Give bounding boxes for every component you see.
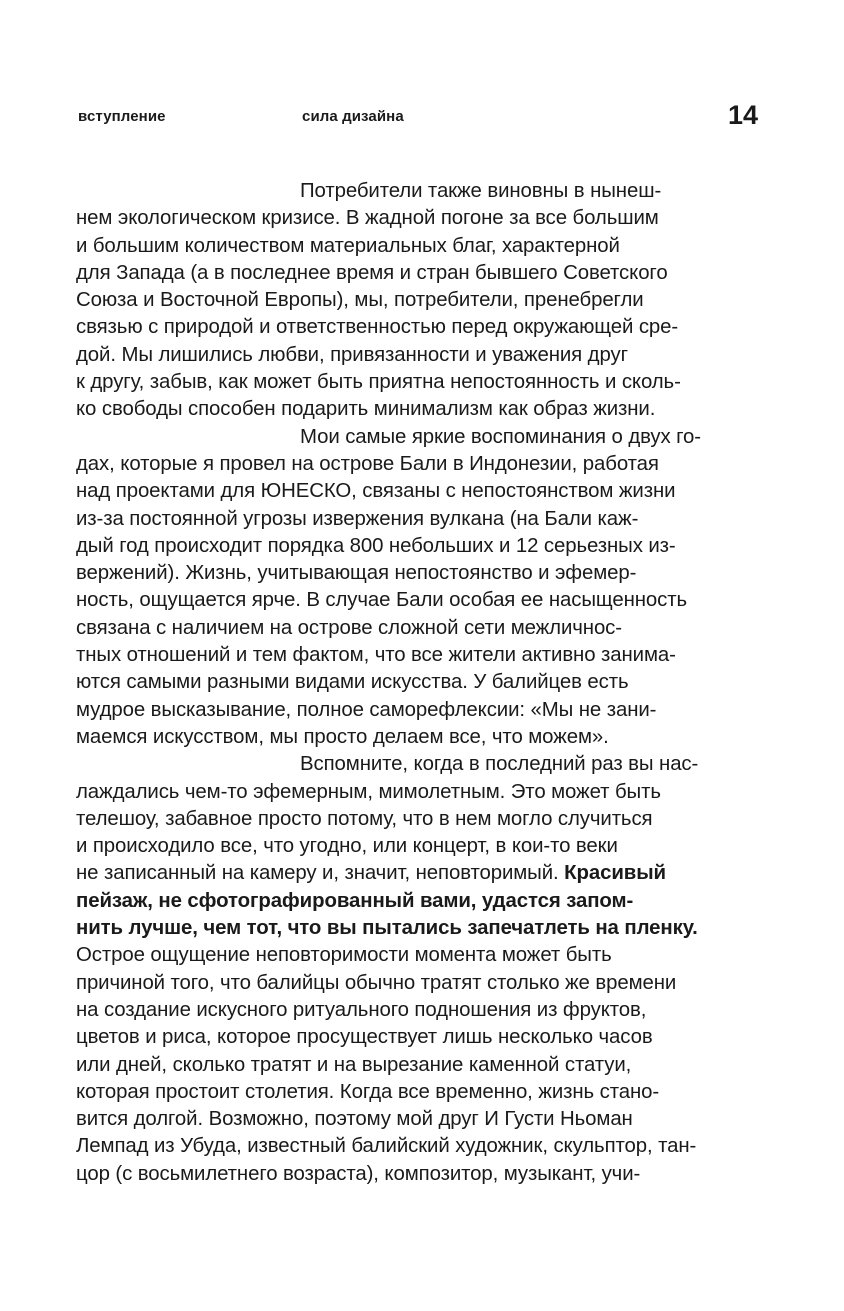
text-line-content: нить лучше, чем тот, что вы пытались запечатлеть на пленку. [76,917,698,940]
text-line-content: маемся искусством, мы просто делаем все, что можем». [76,725,609,748]
text-line [76,205,762,232]
text-line [76,1024,762,1051]
text-line [76,1052,762,1079]
text-line [76,369,762,396]
text-line [76,260,762,287]
page-number: 14 [727,100,758,130]
text-line-content: тных отношений и тем фактом, что все жители активно занима- [76,644,676,667]
running-header [78,100,758,134]
text-line [76,833,762,860]
text-line [76,970,762,997]
text-line-content: или дней, сколько тратят и на вырезание каменной статуи, [76,1053,632,1076]
text-line [76,915,762,942]
text-line-content: не записанный на камеру и, значит, неповторимый. [76,862,565,885]
text-line [76,724,762,751]
text-line-content: вержений). Жизнь, учитывающая непостоянство и эфемер- [76,562,637,585]
text-line-content: к другу, забыв, как может быть приятна непостоянность и сколь- [76,371,681,394]
text-line-content: ко свободы способен подарить минимализм как образ жизни. [76,398,656,421]
text-line [76,314,762,341]
text-line [76,942,762,969]
text-line-content: дах, которые я провел на острове Бали в Индонезии, работая [76,452,659,475]
text-line [76,396,762,423]
text-line [76,615,762,642]
text-line [76,1079,762,1106]
text-line-content: вится долгой. Возможно, поэтому мой друг И Густи Ньоман [76,1108,633,1131]
text-line [76,779,762,806]
text-line-content: дый год происходит порядка 800 небольших и 12 серьезных из- [76,534,676,557]
text-line-content: телешоу, забавное просто потому, что в нем могло случиться [76,807,653,830]
text-line-content: лаждались чем-то эфемерным, мимолетным. Это может быть [76,780,661,803]
text-line [76,533,762,560]
text-line [76,806,762,833]
text-line-content: цветов и риса, которое просуществует лишь несколько часов [76,1026,653,1049]
text-line [76,1161,762,1188]
text-line [76,478,762,505]
text-line-content: Союза и Восточной Европы), мы, потребители, пренебрегли [76,289,644,312]
text-line [76,1133,762,1160]
text-line [76,860,762,887]
text-line-content: пейзаж, не сфотографированный вами, удастся запом- [76,889,634,912]
text-line [76,997,762,1024]
text-line-content: дой. Мы лишились любви, привязанности и уважения друг [76,343,628,366]
text-line-content: Вспомните, когда в последний раз вы нас- [300,753,699,776]
text-line-content: которая простоит столетия. Когда все временно, жизнь стано- [76,1080,660,1103]
text-line [76,451,762,478]
section-title: вступление [78,108,166,125]
text-line-content: Острое ощущение неповторимости момента может быть [76,944,612,967]
text-line-content: на создание искусного ритуального подношения из фруктов, [76,998,647,1021]
text-line [76,287,762,314]
text-line [76,233,762,260]
text-line [76,669,762,696]
text-line [76,342,762,369]
text-line [76,506,762,533]
text-line [76,697,762,724]
text-line-content: над проектами для ЮНЕСКО, связаны с непостоянством жизни [76,480,676,503]
book-title: сила дизайна [302,108,404,125]
text-line-content: ность, ощущается ярче. В случае Бали особая ее насыщенность [76,589,688,612]
text-line-content: причиной того, что балийцы обычно тратят столько же времени [76,971,677,994]
text-line-content: и большим количеством материальных благ, характерной [76,234,620,257]
text-line-content: связана с наличием на острове сложной сети межличнос- [76,616,622,639]
text-line-content: связью с природой и ответственностью перед окружающей сре- [76,316,679,339]
text-line [76,587,762,614]
text-line-content: и происходило все, что угодно, или концерт, в кои-то веки [76,835,618,858]
text-line-content: цор (с восьмилетнего возраста), композитор, музыкант, учи- [76,1162,641,1185]
text-line [76,642,762,669]
text-line-content: нем экологическом кризисе. В жадной погоне за все большим [76,207,659,230]
text-line [76,888,762,915]
bold-text: Красивый [564,862,666,885]
text-line [76,560,762,587]
text-line-content: Потребители также виновны в нынеш- [300,180,662,202]
text-line-content: Лемпад из Убуда, известный балийский художник, скульптор, тан- [76,1135,697,1158]
text-line-content: для Запада (а в последнее время и стран бывшего Советского [76,261,668,284]
body-text [76,178,762,1188]
text-line [76,1106,762,1133]
text-line [76,424,762,451]
text-line-content: ются самыми разными видами искусства. У балийцев есть [76,671,629,694]
text-line [76,178,762,205]
text-line-content: Мои самые яркие воспоминания о двух го- [300,425,701,448]
text-line [76,751,762,778]
text-line-content: из-за постоянной угрозы извержения вулкана (на Бали каж- [76,507,639,530]
text-line-content: мудрое высказывание, полное саморефлексии: «Мы не зани- [76,698,657,721]
